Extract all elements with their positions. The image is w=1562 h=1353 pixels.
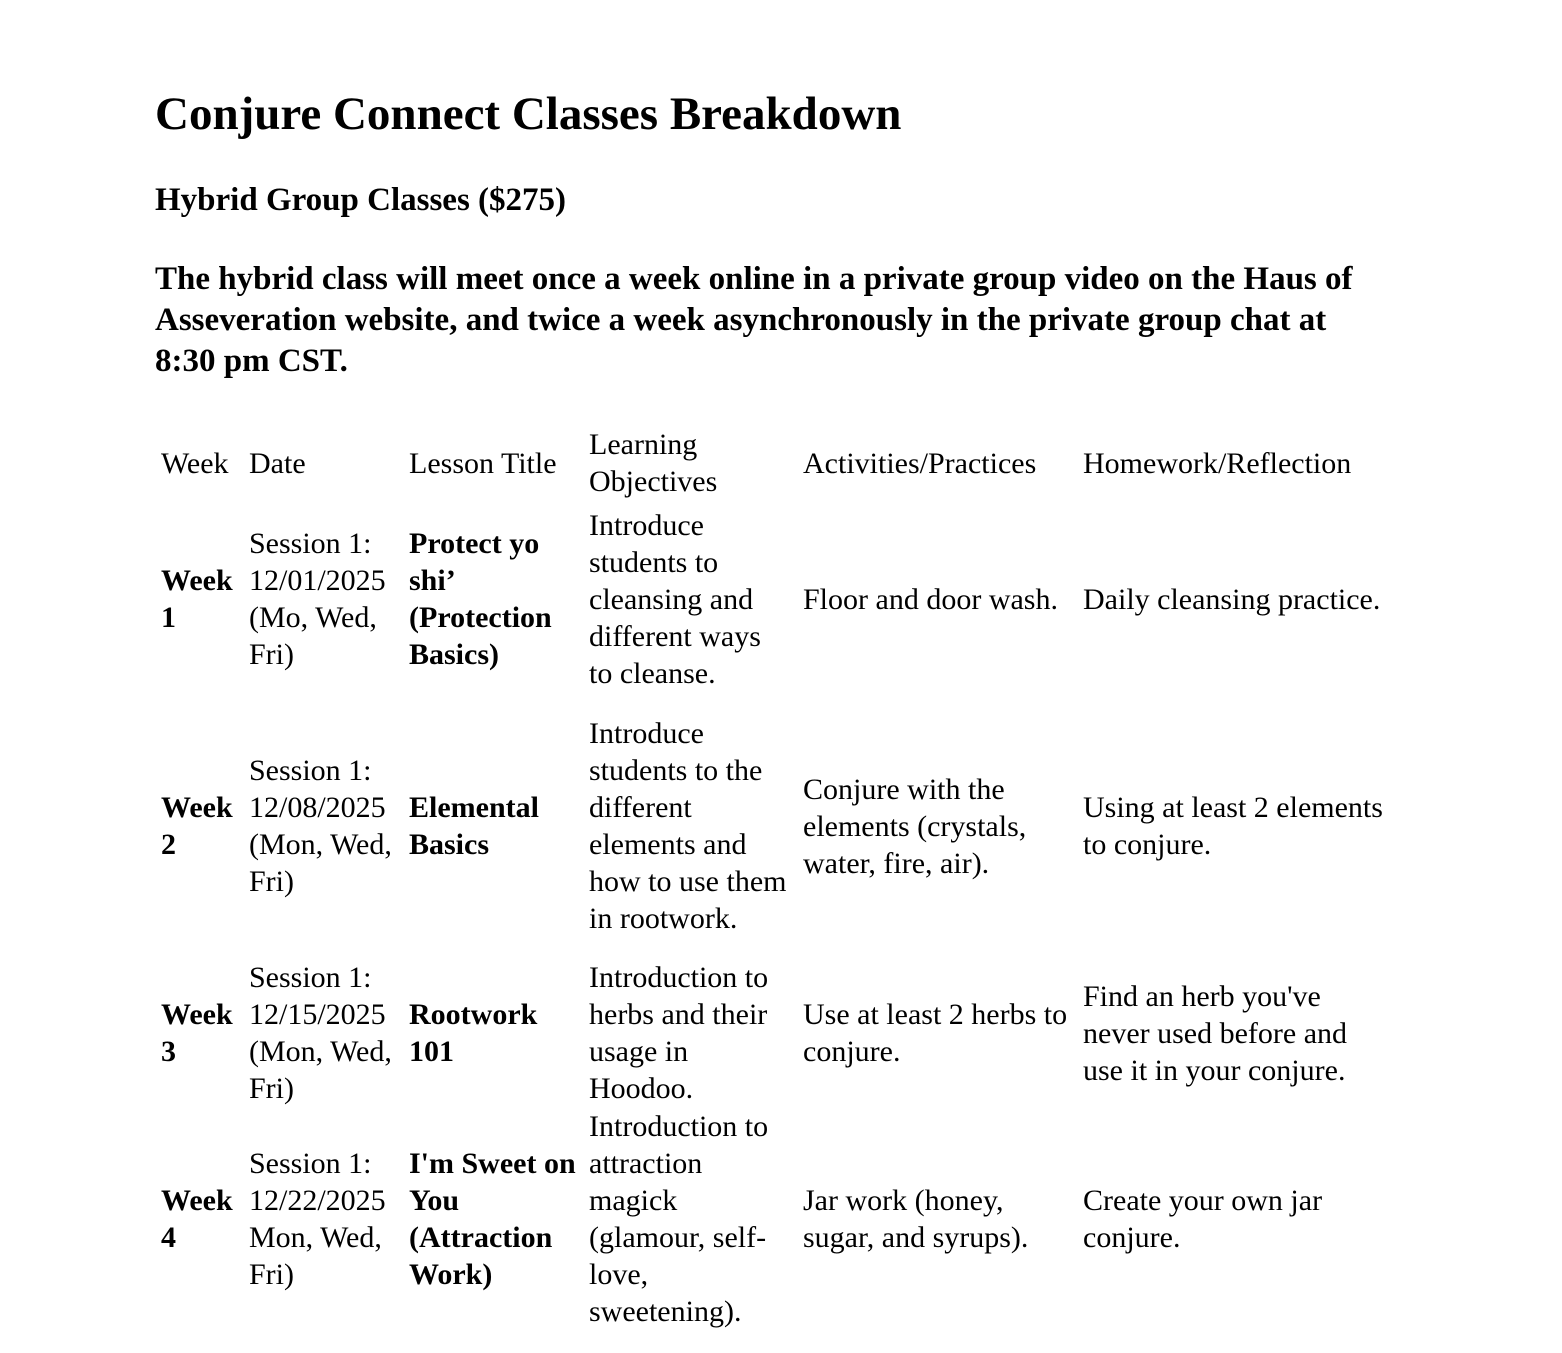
- cell-lesson-title: I'm Sweet on You (Attraction Work): [409, 1147, 576, 1291]
- cell-week: Week 3: [161, 998, 233, 1068]
- header-week: Week: [161, 446, 229, 480]
- cell-date: Session 1: 12/22/2025 Mon, Wed, Fri): [249, 1147, 386, 1291]
- cell-date: Session 1: 12/01/2025 (Mo, Wed, Fri): [249, 527, 386, 671]
- class-schedule-table: [155, 422, 1389, 1330]
- cell-activities: Use at least 2 herbs to conjure.: [803, 998, 1068, 1068]
- cell-week: Week 2: [161, 791, 233, 861]
- document-subtitle: Hybrid Group Classes ($275): [155, 182, 567, 218]
- cell-learning-objectives: Introduction to attraction magick (glamour, self-love, sweetening).: [589, 1110, 769, 1328]
- table-row: [155, 694, 1389, 958]
- header-date: Date: [249, 446, 306, 480]
- cell-lesson-title: Protect yo shi’ (Protection Basics): [409, 527, 552, 671]
- cell-learning-objectives: Introduction to herbs and their usage in Hoodoo.: [589, 961, 769, 1105]
- table-header-row: [155, 422, 1389, 504]
- header-activities: Activities/Practices: [803, 446, 1037, 480]
- table-row: [155, 1108, 1389, 1330]
- header-learning-objectives: Learning Objectives: [589, 428, 718, 498]
- cell-homework: Find an herb you've never used before and use it in your conjure.: [1083, 979, 1348, 1087]
- cell-activities: Conjure with the elements (crystals, water, fire, air).: [803, 772, 1027, 880]
- cell-date: Session 1: 12/15/2025 (Mon, Wed, Fri): [249, 961, 392, 1105]
- table-row: [155, 958, 1389, 1108]
- cell-activities: Jar work (honey, sugar, and syrups).: [803, 1184, 1029, 1254]
- cell-homework: Create your own jar conjure.: [1083, 1184, 1323, 1254]
- intro-paragraph: The hybrid class will meet once a week online in a private group video on the Haus of Asseveration website, and twice a week asynchronously in the private group chat at 8:30 pm CST.: [155, 261, 1353, 379]
- document-title: Conjure Connect Classes Breakdown: [155, 88, 902, 140]
- header-lesson-title: Lesson Title: [409, 446, 557, 480]
- cell-learning-objectives: Introduce students to cleansing and different ways to cleanse.: [589, 508, 761, 690]
- cell-learning-objectives: Introduce students to the different elements and how to use them in rootwork.: [589, 717, 787, 935]
- table-row: [155, 504, 1389, 694]
- cell-homework: Daily cleansing practice.: [1083, 582, 1381, 616]
- cell-homework: Using at least 2 elements to conjure.: [1083, 791, 1383, 861]
- header-homework: Homework/Reflection: [1083, 446, 1352, 480]
- cell-date: Session 1: 12/08/2025 (Mon, Wed, Fri): [249, 754, 392, 898]
- cell-week: Week 4: [161, 1184, 233, 1254]
- cell-lesson-title: Rootwork 101: [409, 998, 538, 1068]
- cell-activities: Floor and door wash.: [803, 582, 1058, 616]
- cell-week: Week 1: [161, 564, 233, 634]
- cell-lesson-title: Elemental Basics: [409, 791, 539, 861]
